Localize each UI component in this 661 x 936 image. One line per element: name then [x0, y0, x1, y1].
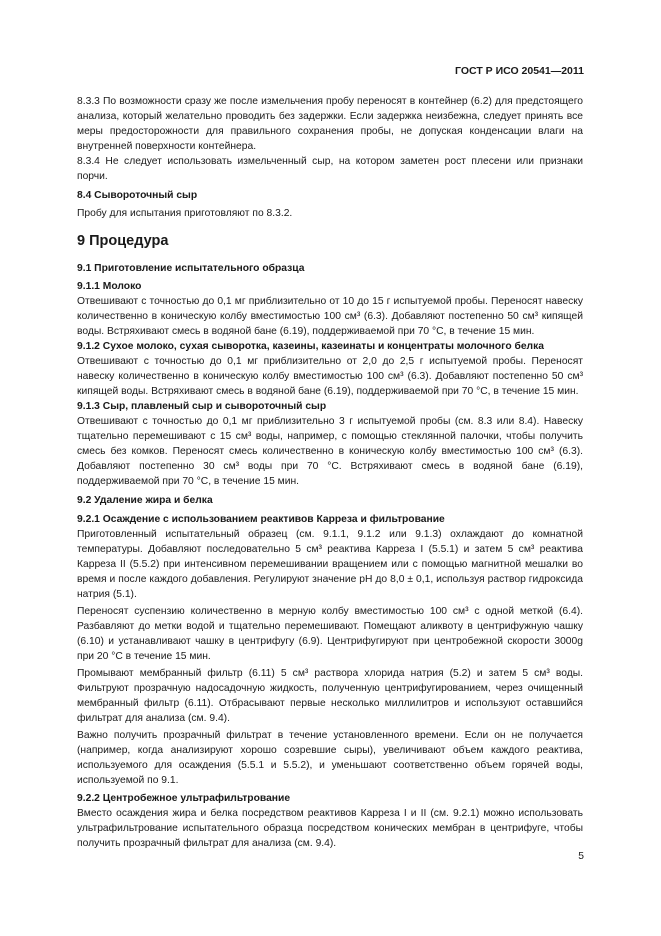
paragraph-8-4: Пробу для испытания приготовляют по 8.3.2. [77, 208, 293, 219]
heading-9-1: 9.1 Приготовление испытательного образца [77, 263, 305, 274]
heading-9-2-1: 9.2.1 Осаждение с использованием реактивов Карреза и фильтрование [77, 514, 445, 525]
document-body [77, 94, 583, 851]
paragraph-9-2-1-c: Промывают мембранный фильтр (6.11) 5 см³ раствора хлорида натрия (5.2) и затем 5 см³ воды. Фильтруют прозрачную надосадочную жидкость, полученную центрифугированием, через очищенный мембранный фильтр (6.11). Отбрасывают первые несколько миллилитров и используют оставшийся фильтрат для анализа (см. 9.4). [77, 668, 583, 724]
paragraph-9-1-2: Отвешивают с точностью до 0,1 мг приблизительно от 2,0 до 2,5 г испытуемой пробы. Переносят навеску количественно в коническую колбу вместимостью 100 см³ (6.3). Добавляют постепенно 50 см³ кипящей воды. Встряхивают смесь в водяной бане (6.19), поддерживаемой при 70 °С, в течение 15 мин. [77, 356, 583, 397]
paragraph-8-3-3 [77, 94, 583, 154]
heading-8-4: 8.4 Сывороточный сыр [77, 190, 198, 201]
heading-9-1-2: 9.1.2 Сухое молоко, сухая сыворотка, казеины, казеинаты и концентраты молочного белка [77, 341, 544, 352]
heading-9-2-2: 9.2.2 Центробежное ультрафильтрование [77, 793, 291, 804]
paragraph-text: 8.3.4 Не следует использовать измельченный сыр, на котором заметен рост плесени или признаки порчи. [77, 156, 583, 182]
paragraph-9-1-3: Отвешивают с точностью до 0,1 мг приблизительно 3 г испытуемой пробы (см. 8.3 или 8.4). Навеску тщательно перемешивают с 15 см³ воды, например, с помощью стеклянной палочки, чтобы получить смесь без комков. Переносят смесь количественно в коническую колбу вместимостью 100 см³ (6.3). Добавляют постепенно 30 см³ воды при 70 °С. Встряхивают смесь в водяной бане (6.19), поддерживаемой при 70 °С, в течение 15 мин. [77, 416, 583, 487]
heading-9-1-1: 9.1.1 Молоко [77, 281, 142, 292]
paragraph-9-2-1-b: Переносят суспензию количественно в мерную колбу вместимостью 100 см³ с одной меткой (6.4). Разбавляют до метки водой и тщательно перемешивают. Помещают аликвоту в центрифужную чашку (6.10) и устанавливают чашку в центрифугу (6.9). Центрифугируют при центробежной скорости 3000g при 20 °С в течение 15 мин. [77, 606, 583, 662]
paragraph-9-2-1-d: Важно получить прозрачный фильтрат в течение установленного времени. Если он не получается (например, когда анализируют хорошо созревшие сыры), увеличивают объем каждого реактива, используемого для осаждения (5.5.1 и 5.5.2), и уменьшают соответственно объем горячей воды, используемой по 9.1. [77, 730, 583, 786]
paragraph-9-1-1: Отвешивают с точностью до 0,1 мг приблизительно от 10 до 15 г испытуемой пробы. Переносят навеску количественно в коническую колбу вместимостью 100 см³ (6.3). Добавляют постепенно 50 см³ кипящей воды. Встряхивают смесь в водяной бане (6.19), поддерживаемой при 70 °С, в течение 15 мин. [77, 296, 583, 337]
paragraph-9-2-2: Вместо осаждения жира и белка посредством реактивов Карреза I и II (см. 9.2.1) можно использовать ультрафильтрование испытательного образца посредством конических мембран в центрифуге, чтобы получить прозрачный фильтрат для анализа (см. 9.4). [77, 808, 583, 849]
page-number: 5 [578, 851, 584, 862]
document-id-header: ГОСТ Р ИСО 20541—2011 [455, 65, 584, 77]
heading-9: 9 Процедура [77, 233, 169, 249]
heading-9-2: 9.2 Удаление жира и белка [77, 495, 213, 506]
heading-9-1-3: 9.1.3 Сыр, плавленый сыр и сывороточный сыр [77, 401, 327, 412]
paragraph-9-2-1-a: Приготовленный испытательный образец (см. 9.1.1, 9.1.2 или 9.1.3) охлаждают до комнатной температуры. Добавляют последовательно 5 см³ реактива Карреза I (5.5.1) и затем 5 см³ реактива Карреза II (5.5.2) при интенсивном перемешивании вращением или с помощью магнитной мешалки во время и после каждого добавления. Регулируют значение pH до 8,0 ± 0,1, используя раствор гидроксида натрия (5.1). [77, 529, 583, 600]
paragraph-8-3-4 [77, 154, 583, 184]
paragraph-text: 8.3.3 По возможности сразу же после измельчения пробу переносят в контейнер (6.2) для предстоящего анализа, который желательно проводить без задержки. Если задержка неизбежна, следует принять все меры предосторожности для правильного сохранения пробы, не допуская конденсации влаги на внутренней поверхности контейнера. [77, 96, 583, 152]
